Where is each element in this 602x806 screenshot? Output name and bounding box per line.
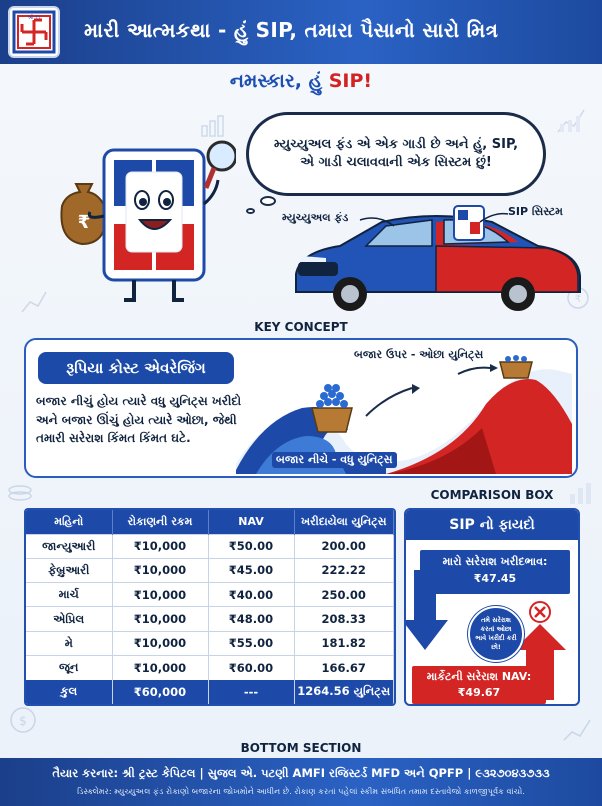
page-title: મારી આત્મકથા - હું SIP, તમારા પૈસાનો સારો મિત્ર <box>84 18 499 42</box>
speech-bubble-tail <box>260 196 276 206</box>
chart-icon <box>20 288 48 316</box>
chart-icon <box>562 716 592 744</box>
brand-logo <box>8 6 60 58</box>
rupee-symbol: ₹ <box>77 212 91 233</box>
month-cell: જાન્યુઆરી <box>26 534 112 558</box>
month-cell: માર્ચ <box>26 583 112 607</box>
sip-system-label: SIP સિસ્ટમ <box>508 205 563 218</box>
comparison-card <box>404 508 580 706</box>
nav-cell: ₹45.00 <box>208 558 294 582</box>
speech-bubble-tail <box>246 208 255 214</box>
comparison-title: SIP નો ફાયદો <box>406 510 578 540</box>
total-nav-cell: --- <box>208 680 294 704</box>
column-header-month: મહિનો <box>26 510 112 534</box>
sip-purchase-table <box>24 508 396 706</box>
cross-icon <box>530 602 550 622</box>
column-header-nav: NAV <box>208 510 294 534</box>
month-cell: જૂન <box>26 655 112 679</box>
key-concept-title: રૂપિયા કોસ્ટ એવરેજિંગ <box>38 352 234 384</box>
market-average-nav-box <box>412 666 546 704</box>
sip-mascot-illustration <box>56 120 236 310</box>
magnifying-glass-icon <box>206 142 236 188</box>
arrow-icon <box>358 212 398 232</box>
money-bag-icon <box>61 184 106 244</box>
key-concept-description: બજાર નીચું હોય ત્યારે વધુ યુનિટ્સ ખરીદો અને બજાર ઊંચું હોય ત્યારે ઓછા, જેથી તમારી સરેરાશ કિંમત કિંમત ઘટે. <box>36 394 242 446</box>
disclaimer-text: ડિસ્ક્લેમર: મ્યુચ્યુઅલ ફંડ રોકાણો બજારના જોખમોને આધીન છે. રોકાણ કરતાં પહેલાં સ્કીમ સંબંધિત તમામ દસ્તાવેજો કાળજીપૂર્વક વાંચો. <box>77 786 525 796</box>
nav-cell: ₹40.00 <box>208 583 294 607</box>
amount-cell: ₹10,000 <box>112 631 208 655</box>
market-average-value: ₹49.67 <box>457 685 501 699</box>
amount-cell: ₹10,000 <box>112 655 208 679</box>
my-average-value: ₹47.45 <box>473 571 517 585</box>
column-header-units: ખરીદાયેલા યુનિટ્સ <box>294 510 394 534</box>
basket-full-icon <box>312 384 352 432</box>
units-cell: 181.82 <box>294 631 394 655</box>
greeting-heading <box>0 70 602 92</box>
nav-cell: ₹48.00 <box>208 607 294 631</box>
table-total-row <box>26 680 394 704</box>
comparison-section-label: COMPARISON BOX <box>430 488 554 502</box>
table-row <box>26 631 394 655</box>
total-amount-cell: ₹60,000 <box>112 680 208 704</box>
table-row <box>26 558 394 582</box>
coin-icon <box>8 706 38 734</box>
column-header-investment: રોકાણની રકમ <box>112 510 208 534</box>
my-average-price-box <box>420 550 570 594</box>
greeting-highlight: SIP! <box>328 70 373 92</box>
coins-icon <box>6 478 34 502</box>
amount-cell: ₹10,000 <box>112 558 208 582</box>
logo-text: શ્રી ૧૧ <box>28 15 40 21</box>
greeting-prefix: નમસ્કાર, હું <box>229 70 329 92</box>
chart-icon <box>556 106 586 136</box>
table-row <box>26 534 394 558</box>
total-label-cell: કુલ <box>26 680 112 704</box>
svg-text:₹: ₹ <box>574 294 582 305</box>
prepared-by-text: તૈયાર કરનાર: શ્રી ટ્રસ્ટ કેપિટલ | સુજલ એ. પટણી AMFI રજિસ્ટર્ડ MFD અને QPFP | ૯૩૨૭૦૪૩૭૩૩ <box>52 766 550 780</box>
nav-cell: ₹60.00 <box>208 655 294 679</box>
amount-cell: ₹10,000 <box>112 607 208 631</box>
month-cell: મે <box>26 631 112 655</box>
mutual-fund-label: મ્યુચ્યુઅલ ફંડ <box>282 211 349 224</box>
total-units-cell: 1264.56 યુનિટ્સ <box>294 680 394 704</box>
table-header-row <box>26 510 394 534</box>
savings-badge: તમે સરેરાશ કરતાં ઓછા ભાવે ખરીદી કરી છો! <box>468 606 524 662</box>
key-concept-section-label: KEY CONCEPT <box>254 320 348 334</box>
nav-cell: ₹50.00 <box>208 534 294 558</box>
basket-small-icon <box>500 355 532 378</box>
speech-line-1: મ્યુચ્યુઅલ ફંડ એ એક ગાડી છે અને હું, SIP, <box>273 136 519 152</box>
amount-cell: ₹10,000 <box>112 534 208 558</box>
units-cell: 200.00 <box>294 534 394 558</box>
units-cell: 166.67 <box>294 655 394 679</box>
units-cell: 208.33 <box>294 607 394 631</box>
month-cell: એપ્રિલ <box>26 607 112 631</box>
units-cell: 222.22 <box>294 558 394 582</box>
svg-text:$: $ <box>19 714 27 728</box>
speech-bubble <box>246 112 546 196</box>
my-average-label: મારો સરેરાશ ખરીદભાવ: <box>442 555 548 568</box>
swastik-logo-icon <box>12 10 56 54</box>
table-row <box>26 655 394 679</box>
amount-cell: ₹10,000 <box>112 583 208 607</box>
market-low-label: બજાર નીચે - વધુ યુનિટ્સ <box>272 452 397 468</box>
nav-cell: ₹55.00 <box>208 631 294 655</box>
table-row <box>26 583 394 607</box>
arrow-icon <box>478 208 510 226</box>
table-row <box>26 607 394 631</box>
speech-line-2: એ ગાડી ચલાવવાની એક સિસ્ટમ છું! <box>300 155 492 170</box>
month-cell: ફેબ્રુઆરી <box>26 558 112 582</box>
units-cell: 250.00 <box>294 583 394 607</box>
market-high-label: બજાર ઉપર - ઓછા યુનિટ્સ <box>354 348 484 361</box>
bottom-section-label: BOTTOM SECTION <box>240 741 362 755</box>
market-average-label: માર્કેટની સરેરાશ NAV: <box>426 670 532 683</box>
